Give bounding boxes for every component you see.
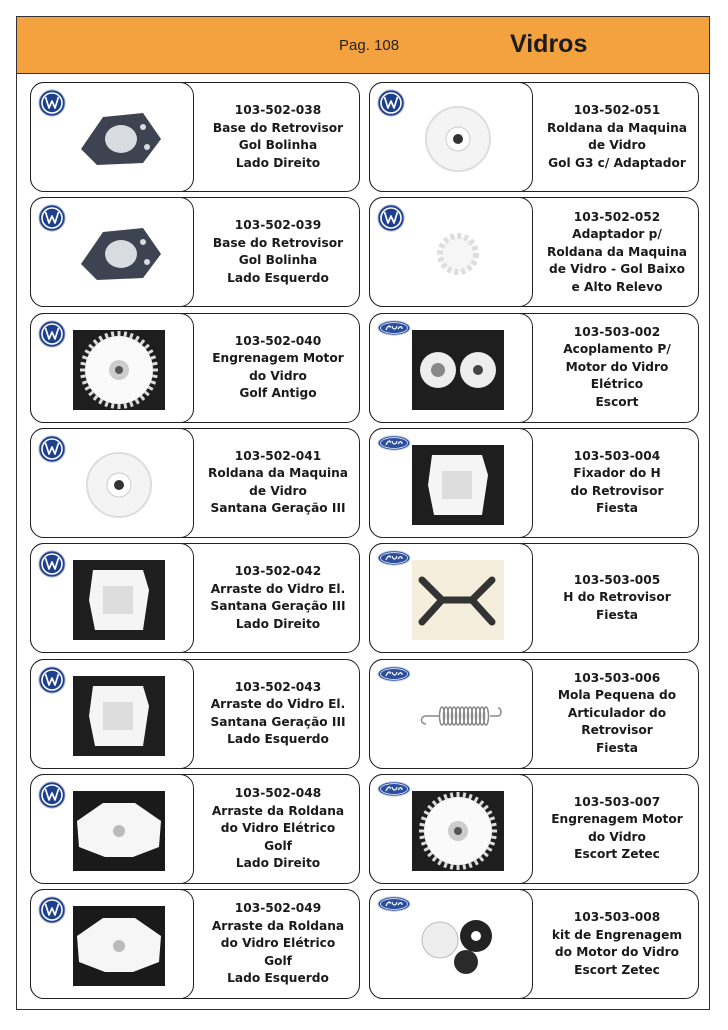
product-image-box [30,543,194,653]
ford-logo-icon [377,666,411,686]
product-photo [412,676,504,760]
product-description-line: de Vidro [588,138,646,152]
product-description [195,544,361,652]
product-card [30,82,360,192]
product-code: 103-502-043 [234,679,322,694]
product-description-line: Elétrico [590,377,644,392]
product-card [30,543,360,653]
product-description [534,660,700,768]
product-photo [73,99,165,183]
product-image-box [30,313,194,423]
product-description-line: do Vidro Elétrico [220,821,336,836]
ford-logo-icon [377,320,411,340]
product-description-line: Engrenagem Motor [212,351,344,366]
product-card [369,543,699,653]
product-photo [412,791,504,875]
product-description-line: Escort [595,394,639,409]
product-image-box [369,774,533,884]
product-description-line: Lado Esquerdo [227,270,329,285]
product-description [534,83,700,191]
product-image-box [369,543,533,653]
product-image-box [30,197,194,307]
product-code: 103-502-038 [234,103,322,117]
vw-logo-icon [38,435,66,467]
product-description [534,890,700,998]
ford-logo-icon [377,896,411,916]
product-photo [412,906,504,990]
product-description-line: do Motor do Vidro [554,945,680,960]
vw-logo-icon [38,550,66,582]
product-description-line: Base do Retrovisor [212,235,344,250]
product-description-line: Fixador do H [573,466,661,481]
product-description-line: Golf Antigo [239,386,317,401]
product-image-box [369,197,533,307]
product-description [195,83,361,191]
ford-logo-icon [377,550,411,570]
product-description-line: Lado Esquerdo [227,971,329,986]
product-description-line: Acoplamento P/ [563,342,671,357]
product-description-line: do Vidro [588,829,646,844]
product-description [534,775,700,883]
product-card [369,889,699,999]
product-image-box [369,313,533,423]
product-description [534,544,700,652]
product-description-line: Santana Geração III [210,599,346,614]
product-description-line: Retrovisor [581,723,653,738]
product-card [30,889,360,999]
page-number: Pag. 108 [339,37,400,54]
product-code: 103-502-042 [234,564,322,579]
product-photo [73,330,165,414]
product-code: 103-502-041 [234,448,322,463]
product-image-box [30,82,194,192]
product-card [30,197,360,307]
product-image-box [30,659,194,769]
product-description-line: Fiesta [595,607,639,622]
product-description [195,890,361,998]
product-description-line: Lado Esquerdo [227,732,329,746]
product-image-box [30,774,194,884]
product-code: 103-503-006 [573,670,661,685]
product-description [195,314,361,422]
product-photo [73,445,165,529]
product-description-line: Mola Pequena do [557,688,677,703]
product-description-line: Lado Direito [235,856,321,871]
product-description-line: Motor do Vidro [565,359,669,374]
product-description-line: Escort Zetec [574,962,660,977]
vw-logo-icon [38,204,66,236]
product-description-line: Lado Direito [235,155,321,170]
product-code: 103-503-004 [573,448,661,463]
product-photo [412,445,504,529]
product-description [534,429,700,537]
product-description-line: Escort Zetec [574,847,660,862]
product-description-line: de Vidro [249,483,307,498]
product-card [369,197,699,307]
product-photo [73,791,165,875]
product-description-line: e Alto Relevo [571,279,663,294]
product-description-line: Arraste do Vidro El. [210,581,346,596]
vw-logo-icon [377,89,405,121]
product-description-line: Arraste da Roldana [211,803,345,818]
product-description-line: Santana Geração III [210,501,346,516]
product-code: 103-502-039 [234,218,322,233]
product-description-line: Gol Bolinha [238,138,318,152]
product-card [30,774,360,884]
product-card [369,774,699,884]
product-card [369,313,699,423]
product-card [369,82,699,192]
product-code: 103-503-005 [573,572,661,587]
product-description-line: H do Retrovisor [563,590,671,605]
product-photo [412,330,504,414]
product-description-line: Articulador do [567,705,667,720]
product-image-box [30,428,194,538]
product-card [30,659,360,769]
product-photo [412,560,504,644]
product-photo [73,676,165,760]
vw-logo-icon [38,666,66,698]
product-description-line: Arraste da Roldana [211,918,345,933]
product-image-box [30,889,194,999]
product-image-box [369,428,533,538]
product-description-line: Roldana da Maquina [546,120,688,135]
product-description-line: Fiesta [595,501,639,516]
page-title: Vidros [510,30,588,58]
product-code: 103-503-008 [573,910,661,925]
vw-logo-icon [377,204,405,236]
product-code: 103-502-040 [234,333,322,348]
product-description [195,660,361,768]
product-description [195,429,361,537]
product-description-line: do Retrovisor [570,483,664,498]
product-code: 103-503-007 [573,794,661,809]
product-code: 103-502-052 [573,209,661,224]
product-description-line: Roldana da Maquina [207,466,349,481]
vw-logo-icon [38,320,66,352]
product-description-line: Base do Retrovisor [212,120,344,135]
vw-logo-icon [38,89,66,121]
product-card [369,428,699,538]
product-description-line: Engrenagem Motor [551,812,683,827]
product-image-box [369,659,533,769]
product-description-line: Gol G3 c/ Adaptador [548,155,686,170]
product-code: 103-502-048 [234,786,322,801]
product-description-line: Golf [264,953,292,968]
product-image-box [369,82,533,192]
product-description-line: de Vidro - Gol Baixo [548,262,685,277]
product-card [30,428,360,538]
product-description [195,198,361,306]
product-code: 103-502-049 [234,901,322,916]
vw-logo-icon [38,781,66,813]
product-description-line: Gol Bolinha [238,253,318,268]
product-description [534,198,700,306]
product-description-line: Santana Geração III [210,714,346,729]
product-photo [412,214,504,298]
product-description-line: Golf [264,838,292,853]
product-card [369,659,699,769]
ford-logo-icon [377,435,411,455]
product-description-line: do Vidro Elétrico [220,936,336,951]
product-description-line: Adaptador p/ [572,227,662,242]
ford-logo-icon [377,781,411,801]
product-description-line: Fiesta [595,740,639,755]
product-photo [73,906,165,990]
product-description [534,314,700,422]
product-description-line: Arraste do Vidro El. [210,697,346,711]
vw-logo-icon [38,896,66,928]
product-photo [73,214,165,298]
product-description [195,775,361,883]
product-description-line: Roldana da Maquina [546,244,688,259]
product-photo [412,99,504,183]
product-image-box [369,889,533,999]
product-description-line: Lado Direito [235,616,321,631]
product-description-line: kit de Engrenagem [551,927,683,942]
product-description-line: do Vidro [249,368,307,383]
product-photo [73,560,165,644]
product-code: 103-503-002 [573,324,661,339]
product-code: 103-502-051 [573,103,661,117]
product-card [30,313,360,423]
